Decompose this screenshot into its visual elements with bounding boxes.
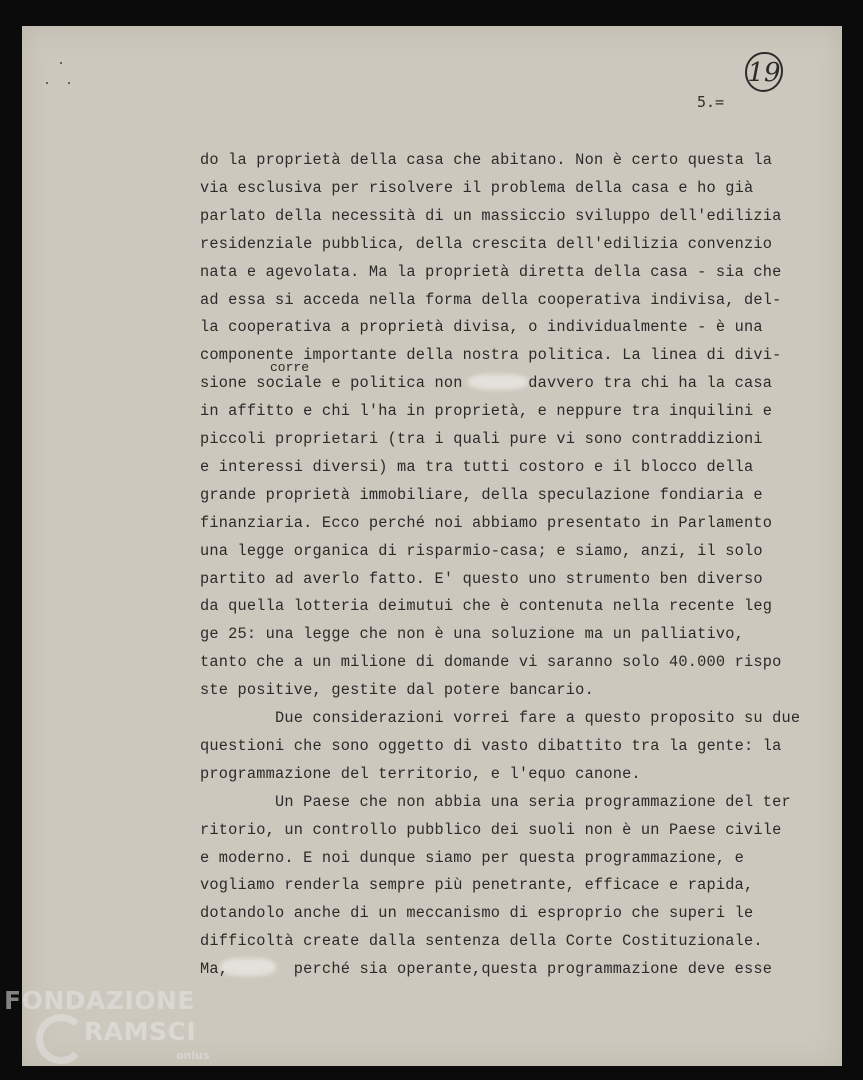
text-line: residenziale pubblica, della crescita dell'edilizia convenzio	[200, 234, 773, 253]
text-line: in affitto e chi l'ha in proprietà, e neppure tra inquilini e	[200, 402, 773, 421]
watermark-line3: onlus	[176, 1049, 210, 1062]
watermark-g-logo-icon	[36, 1014, 86, 1064]
text-line: ad essa si acceda nella forma della cooperativa indivisa, del-	[200, 290, 782, 309]
text-line: Due considerazioni vorrei fare a questo proposito su due	[200, 709, 801, 727]
handwritten-folio-number: 19	[745, 52, 783, 92]
typed-insertion: corre	[270, 360, 310, 375]
text-line: questioni che sono oggetto di vasto dibattito tra la gente: la	[200, 736, 782, 755]
text-line: ritorio, un controllo pubblico dei suoli non è un Paese civile	[200, 820, 782, 839]
watermark-line1: FONDAZIONE	[4, 986, 196, 1015]
text-line: nata e agevolata. Ma la proprietà diretta della casa - sia che	[200, 262, 782, 281]
page-number: 5.=	[697, 93, 725, 111]
text-line: Un Paese che non abbia una seria programmazione del ter	[200, 792, 791, 811]
text-line: Ma, perché sia operante,questa programmazione deve esse	[200, 960, 773, 979]
text-line: finanziaria. Ecco perché noi abbiamo presentato in Parlamento	[200, 513, 773, 532]
text-line: via esclusiva per risolvere il problema della casa e ho già	[200, 178, 754, 197]
text-line: la cooperativa a proprietà divisa, o individualmente - è una	[200, 318, 763, 337]
text-line: grande proprietà immobiliare, della speculazione fondiaria e	[200, 485, 763, 504]
paper-speck	[68, 82, 70, 84]
text-line: sione sociale e politica non davvero tra chi ha la casa	[200, 374, 773, 393]
text-line: difficoltà create dalla sentenza della Corte Costituzionale.	[200, 932, 763, 951]
text-line: tanto che a un milione di domande vi saranno solo 40.000 rispo	[200, 653, 782, 672]
text-line: partito ad averlo fatto. E' questo uno strumento ben diverso	[200, 569, 763, 588]
text-line: ste positive, gestite dal potere bancario.	[200, 681, 594, 700]
paper-speck	[46, 82, 48, 84]
text-line: e moderno. E noi dunque siamo per questa programmazione, e	[200, 848, 745, 867]
watermark-line2: RAMSCI	[84, 1017, 197, 1046]
text-line: componente importante della nostra politica. La linea di divi-	[200, 346, 782, 365]
text-line: vogliamo renderla sempre più penetrante, efficace e rapida,	[200, 876, 754, 895]
text-line: e interessi diversi) ma tra tutti costoro e il blocco della	[200, 457, 754, 476]
text-line: da quella lotteria deimutui che è contenuta nella recente leg	[200, 597, 773, 616]
text-line: do la proprietà della casa che abitano. Non è certo questa la	[200, 151, 773, 169]
text-line: parlato della necessità di un massiccio sviluppo dell'edilizia	[200, 206, 782, 225]
text-line: una legge organica di risparmio-casa; e siamo, anzi, il solo	[200, 541, 763, 560]
paper-speck	[60, 62, 62, 64]
text-line: dotandolo anche di un meccanismo di esproprio che superi le	[200, 904, 754, 923]
text-line: ge 25: una legge che non è una soluzione ma un palliativo,	[200, 625, 745, 644]
text-line: piccoli proprietari (tra i quali pure vi sono contraddizioni	[200, 430, 763, 448]
text-line: programmazione del territorio, e l'equo canone.	[200, 764, 641, 783]
